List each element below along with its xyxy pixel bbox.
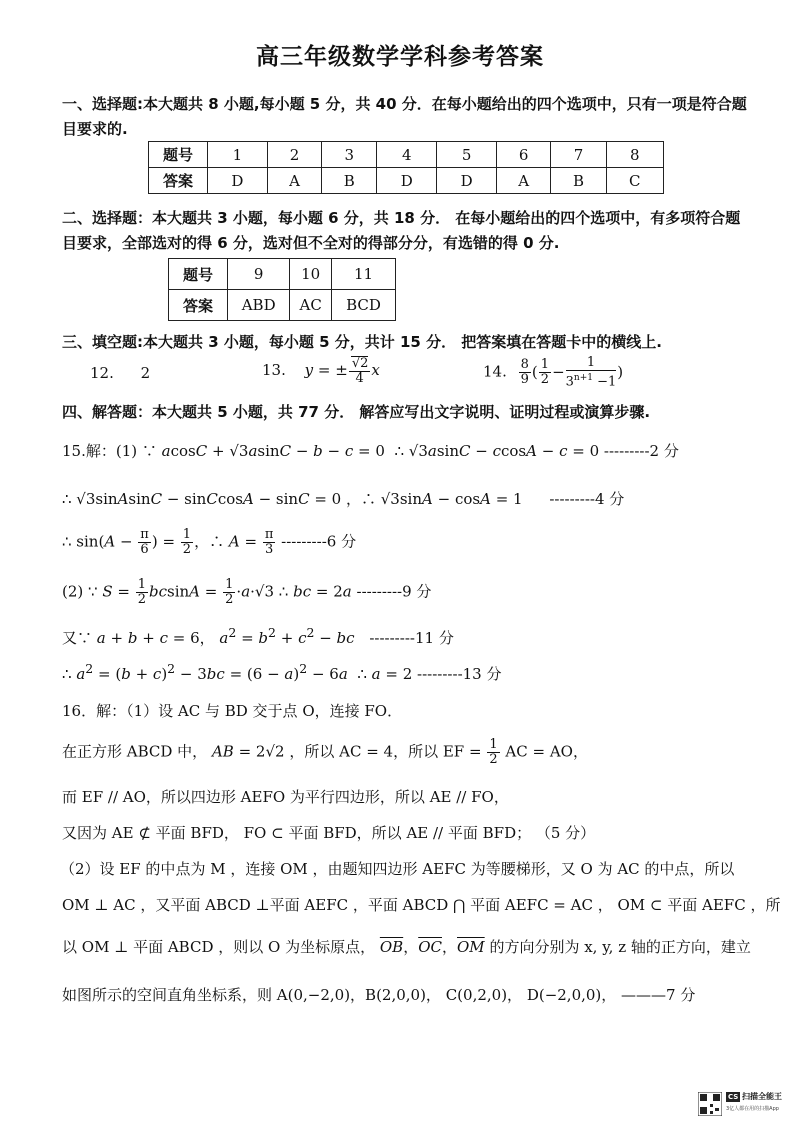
qr-code-icon: [698, 1092, 722, 1116]
q16-text: 的方向分别为 x, y, z 轴的正方向，建立: [489, 938, 751, 956]
question-number: 9: [228, 259, 290, 290]
table-label-question: 题号: [149, 142, 208, 168]
mc-answer-table: [148, 141, 664, 194]
question-number: 3: [322, 142, 377, 168]
q16-text: 在正方形 ABCD 中，: [62, 742, 208, 761]
question-number: 7: [551, 142, 606, 168]
q16-line1: 16．解：（1）设 AC 与 BD 交于点 O，连接 FO．: [62, 702, 403, 720]
q15-line4: (2) ∵ S = $\frac{1}{2}$ bcsinA = $\frac{1}{2}$ ·a·√3 ∴ bc = 2a ---------9 分: [62, 577, 432, 607]
q13-number: 13.: [262, 361, 286, 379]
question-number: 2: [267, 142, 321, 168]
question-number: 8: [606, 142, 663, 168]
question-number: 6: [497, 142, 551, 168]
answer-cell: ABD: [228, 290, 290, 321]
fill-answers: [90, 364, 150, 382]
q16-line7: 以 OM ⊥ 平面 ABCD ，则以 O 为坐标原点， $\overline{OB}$，$\overline{OC}$，$\overline{OM}$ 的方向分别为 x, y, z 轴的正方向，建立: [62, 938, 751, 956]
q16-line3: 而 EF // AO，所以四边形 AEFO 为平行四边形，所以 AE // FO，: [62, 788, 509, 806]
q16-line8: 如图所示的空间直角坐标系，则 A(0,−2,0)，B(2,0,0)， C(0,2,0)， D(−2,0,0)， ———7 分: [62, 986, 696, 1004]
cs-badge: CS: [728, 1093, 739, 1101]
q12-answer: 2: [140, 364, 151, 382]
answer-cell: AC: [290, 290, 332, 321]
answer-cell: D: [208, 168, 268, 194]
cs-name: 扫描全能王: [742, 1092, 782, 1101]
score-mark: ---------4 分: [549, 490, 625, 508]
section2-heading: 二、选择题：本大题共 3 小题，每小题 6 分，共 18 分． 在每小题给出的四个选项中，有多项符合题目要求，全部选对的得 6 分，选对但不全对的得部分分，有选错的得 0 分.: [62, 209, 741, 252]
section1-heading: 一、选择题:本大题共 8 小题,每小题 5 分，共 40 分．在每小题给出的四个选项中，只有一项是符合题目要求的.: [62, 95, 747, 138]
answer-cell: C: [606, 168, 663, 194]
q16-line5: （2）设 EF 的中点为 M ，连接 OM ，由题知四边形 AEFC 为等腰梯形，又 O 为 AC 的中点，所以: [60, 860, 735, 878]
question-number: 1: [208, 142, 268, 168]
table-label-answer: 答案: [149, 168, 208, 194]
q15-line6: ∴ $a^2 = (b + c)^2 - 3bc = (6 - a)^2 - 6a$ ∴ a = 2 ---------13 分: [62, 661, 502, 683]
q16-line2: 在正方形 ABCD 中， AB = 2√2 ，所以 AC = 4，所以 EF = $\frac{1}{2}$ AC = AO，: [62, 737, 588, 767]
question-number: 4: [377, 142, 437, 168]
q15-line2: ∴ √3sinAsinC − sinCcosA − sinC = 0 ，∴ √3sinA − cosA = 1 ---------4 分: [62, 490, 625, 508]
q15-line5: 又∵ a + b + c = 6， $a^2 = b^2 + c^2$ − bc ---------11 分: [62, 625, 454, 647]
multi-answer-table: [168, 258, 396, 321]
answer-cell: A: [267, 168, 321, 194]
camscanner-watermark: [698, 1088, 788, 1120]
question-number: 11: [332, 259, 396, 290]
answer-cell: D: [377, 168, 437, 194]
question-number: 10: [290, 259, 332, 290]
q13: [262, 356, 380, 386]
q15-label: 15.解：(1): [62, 442, 138, 460]
q15-line3: ∴ sin(A − $\frac{\pi}{6}$ ) = $\frac{1}{2}$ ，∴ A = $\frac{\pi}{3}$ ---------6 分: [62, 527, 357, 557]
q14: [483, 356, 623, 389]
q14-answer: $\frac{8}{9}$ ( $\frac{1}{2}$ − $\frac{1}{3^{n+1} -1}$ ): [520, 355, 624, 390]
q14-number: 14.: [483, 362, 507, 381]
q16-line4: 又因为 AE ⊄ 平面 BFD， FO ⊂ 平面 BFD，所以 AE // 平面 BFD； （5 分）: [62, 824, 596, 842]
score-mark: ---------13 分: [417, 665, 502, 683]
q16-line6: OM ⊥ AC ，又平面 ABCD ⊥平面 AEFC ，平面 ABCD ⋂ 平面 AEFC = AC ， OM ⊂ 平面 AEFC ，所: [62, 896, 781, 914]
q16-text: 以 OM ⊥ 平面 ABCD ，则以 O 为坐标原点，: [62, 938, 376, 956]
answer-cell: A: [497, 168, 551, 194]
q16-text: ，所以 AC = 4，所以 EF =: [289, 742, 482, 761]
section4-heading: 四、解答题：本大题共 5 小题，共 77 分． 解答应写出文字说明、证明过程或演算步骤.: [62, 403, 651, 421]
q15-line1: 15.解：(1) ∵ acosC + √3asinC − b − c = 0 ∴ √3asinC − ccosA − c = 0 ---------2 分: [62, 442, 679, 460]
q16-text: AC = AO，: [505, 742, 588, 761]
table-label-answer: 答案: [169, 290, 228, 321]
page-title: 高三年级数学学科参考答案: [256, 44, 544, 70]
table-label-question: 题号: [169, 259, 228, 290]
q13-answer: y = ± $\frac{√2}{4}$ x: [304, 356, 380, 386]
answer-cell: B: [551, 168, 606, 194]
cs-subtitle: 3亿人都在用的扫描App: [726, 1106, 779, 1112]
score-mark: ---------6 分: [281, 532, 357, 551]
score-mark: ---------11 分: [369, 629, 454, 647]
question-number: 5: [437, 142, 497, 168]
score-mark: ---------9 分: [356, 582, 432, 601]
score-mark: ---------2 分: [603, 442, 679, 460]
section3-heading: 三、填空题:本大题共 3 小题，每小题 5 分，共计 15 分． 把答案填在答题卡中的横线上.: [62, 333, 663, 351]
answer-cell: D: [437, 168, 497, 194]
answer-cell: BCD: [332, 290, 396, 321]
q12-number: 12.: [90, 364, 114, 382]
answer-cell: B: [322, 168, 377, 194]
